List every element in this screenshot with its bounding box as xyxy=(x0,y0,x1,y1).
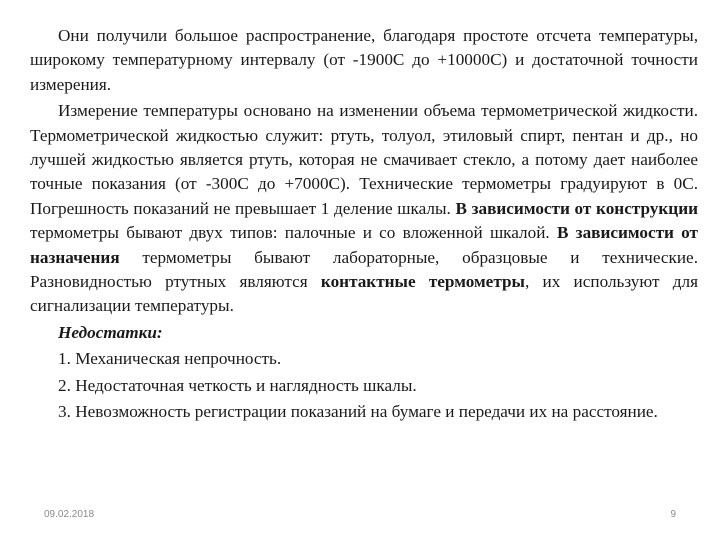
footer-date: 09.02.2018 xyxy=(44,509,95,520)
drawbacks-heading-line xyxy=(30,321,698,345)
bold-by-purpose: В зависимости от назначения xyxy=(30,223,698,267)
list-item xyxy=(30,400,698,424)
footer-page-number: 9 xyxy=(670,509,676,520)
slide-body xyxy=(30,24,698,427)
paragraph-measurement-text-1: Измерение температуры основано на изменении объема термометрической жидкости. Термометрической жидкостью служит: ртуть, толуол, этиловый спирт, пентан и др., но лучшей жидкостью является ртуть, которая не смачивает стекло, а потому дает наиболее точные показания (от -300С до +7000С). Технические термометры градуируют в 0С. Погрешность показаний не превышает 1 деление шкалы. xyxy=(30,101,698,218)
paragraph-measurement-text-2: термометры бывают двух типов: палочные и со вложенной шкалой. xyxy=(30,223,557,243)
drawback-item-2: 2. Недостаточная четкость и наглядность шкалы. xyxy=(58,375,417,395)
drawback-item-3: 3. Невозможность регистрации показаний на бумаге и передачи их на расстояние. xyxy=(58,402,658,422)
paragraph-intro-text: Они получили большое распространение, благодаря простоте отсчета температуры, широкому температурному интервалу (от -1900С до +10000С) и достаточной точности измерения. xyxy=(30,26,698,94)
paragraph-measurement-text-3: термометры бывают лабораторные, образцовые и технические. Разновидностью ртутных являются xyxy=(30,247,698,292)
bold-contact-thermometers: контактные термометры xyxy=(320,272,525,292)
bold-by-construction: В зависимости от конструкции xyxy=(455,198,699,218)
paragraph-measurement xyxy=(30,99,698,319)
list-item xyxy=(30,347,698,371)
paragraph-intro xyxy=(30,24,698,97)
paragraph-measurement-text-4: , их используют для сигнализации температуры. xyxy=(30,272,698,316)
list-item xyxy=(30,374,698,398)
drawback-item-1: 1. Механическая непрочность. xyxy=(58,349,282,369)
drawbacks-heading: Недостатки: xyxy=(58,322,163,342)
